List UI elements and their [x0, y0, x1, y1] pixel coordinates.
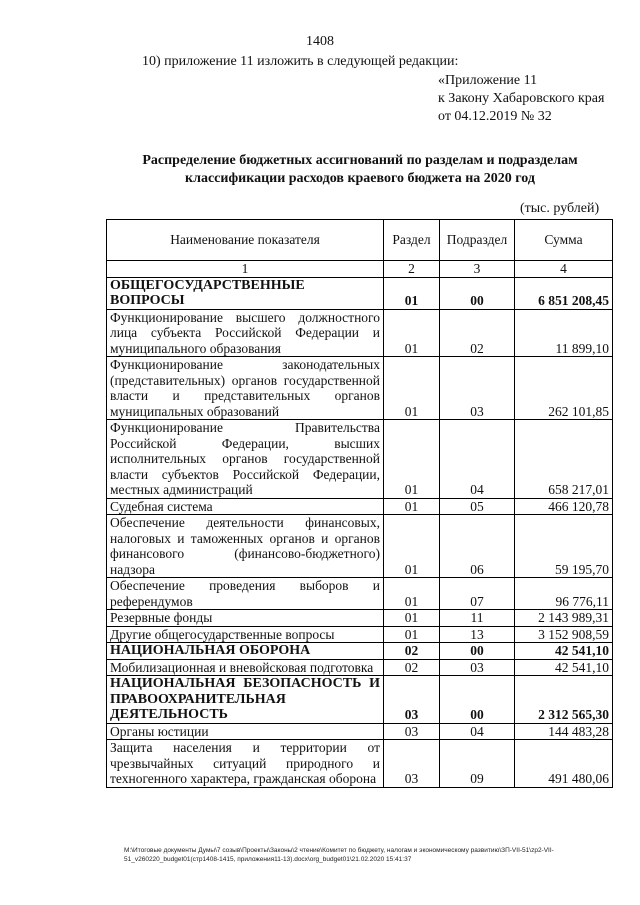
header-subsection: Подраздел	[440, 220, 515, 261]
file-path-footer: М:\Итоговые документы Думы\7 созыв\Проекты\Законы\2 чтение\Комитет по бюджету, налогам и экономическому развитию\ЗП-VII-51\zp2-VII-51_v260220_budget01(стр1408-1415, приложения11-13).docx\org_budget01\21.02.2020 15:41:37	[124, 847, 554, 863]
row-section: 02	[384, 643, 440, 660]
annex-line: от 04.12.2019 № 32	[438, 109, 552, 124]
table-row	[107, 420, 613, 499]
row-subsection: 07	[440, 578, 515, 610]
row-amount: 2 143 989,31	[515, 610, 613, 627]
row-section: 03	[384, 676, 440, 724]
units-label: (тыс. рублей)	[520, 201, 600, 216]
row-name: Функционирование высшего должностного лица субъекта Российской Федерации и муниципального образования	[107, 309, 384, 357]
row-name: НАЦИОНАЛЬНАЯ ОБОРОНА	[107, 643, 384, 660]
row-name: Функционирование Правительства Российской Федерации, высших исполнительных органов государственной власти субъектов Российской Федерации, местных администраций	[107, 420, 384, 499]
header-name: Наименование показателя	[107, 220, 384, 261]
row-subsection: 02	[440, 309, 515, 357]
row-section: 03	[384, 740, 440, 788]
row-section: 02	[384, 659, 440, 676]
row-section: 01	[384, 420, 440, 499]
document-title	[100, 152, 620, 188]
table-row	[107, 740, 613, 788]
row-subsection: 11	[440, 610, 515, 627]
table-row	[107, 610, 613, 627]
row-subsection: 06	[440, 515, 515, 578]
header-amount: Сумма	[515, 220, 613, 261]
column-number: 3	[440, 261, 515, 278]
table-row	[107, 515, 613, 578]
table-body	[107, 277, 613, 787]
column-number: 4	[515, 261, 613, 278]
row-name: Функционирование законодательных (представительных) органов государственной власти и представительных органов муниципальных образований	[107, 357, 384, 420]
row-name: Судебная система	[107, 498, 384, 515]
table-row	[107, 357, 613, 420]
row-section: 01	[384, 578, 440, 610]
row-subsection: 13	[440, 626, 515, 643]
row-amount: 3 152 908,59	[515, 626, 613, 643]
table-row	[107, 578, 613, 610]
table-row	[107, 309, 613, 357]
row-amount: 96 776,11	[515, 578, 613, 610]
annex-line: «Приложение 11	[438, 73, 538, 88]
table-row	[107, 626, 613, 643]
row-amount: 11 899,10	[515, 309, 613, 357]
row-name: Обеспечение деятельности финансовых, налоговых и таможенных органов и органов финансового (финансово-бюджетного) надзора	[107, 515, 384, 578]
row-amount: 42 541,10	[515, 659, 613, 676]
table-row	[107, 723, 613, 740]
row-subsection: 04	[440, 420, 515, 499]
row-amount: 59 195,70	[515, 515, 613, 578]
annex-reference	[438, 72, 604, 126]
row-subsection: 09	[440, 740, 515, 788]
row-section: 01	[384, 277, 440, 309]
row-amount: 466 120,78	[515, 498, 613, 515]
row-section: 01	[384, 309, 440, 357]
header-section: Раздел	[384, 220, 440, 261]
table-header-row	[107, 220, 613, 261]
row-amount: 144 483,28	[515, 723, 613, 740]
row-section: 01	[384, 626, 440, 643]
row-name: Другие общегосударственные вопросы	[107, 626, 384, 643]
row-name: Органы юстиции	[107, 723, 384, 740]
row-subsection: 00	[440, 676, 515, 724]
table-row	[107, 498, 613, 515]
row-section: 01	[384, 610, 440, 627]
intro-text: 10) приложение 11 изложить в следующей редакции:	[142, 54, 459, 69]
row-name: Защита населения и территории от чрезвычайных ситуаций природного и техногенного характера, гражданская оборона	[107, 740, 384, 788]
row-name: Резервные фонды	[107, 610, 384, 627]
page-number: 1408	[306, 34, 334, 49]
row-amount: 2 312 565,30	[515, 676, 613, 724]
row-name: Мобилизационная и вневойсковая подготовка	[107, 659, 384, 676]
row-subsection: 04	[440, 723, 515, 740]
row-section: 03	[384, 723, 440, 740]
row-subsection: 03	[440, 357, 515, 420]
title-line: Распределение бюджетных ассигнований по разделам и подразделам	[142, 153, 578, 168]
budget-table	[106, 219, 613, 788]
row-subsection: 00	[440, 277, 515, 309]
column-number: 1	[107, 261, 384, 278]
row-section: 01	[384, 515, 440, 578]
row-amount: 262 101,85	[515, 357, 613, 420]
row-amount: 491 480,06	[515, 740, 613, 788]
row-amount: 658 217,01	[515, 420, 613, 499]
table-row	[107, 659, 613, 676]
column-numbering-row	[107, 261, 613, 278]
table-row	[107, 676, 613, 724]
row-amount: 6 851 208,45	[515, 277, 613, 309]
row-name: НАЦИОНАЛЬНАЯ БЕЗОПАСНОСТЬ И ПРАВООХРАНИТЕЛЬНАЯ ДЕЯТЕЛЬНОСТЬ	[107, 676, 384, 724]
row-amount: 42 541,10	[515, 643, 613, 660]
row-name: ОБЩЕГОСУДАРСТВЕННЫЕ ВОПРОСЫ	[107, 277, 384, 309]
row-section: 01	[384, 357, 440, 420]
row-name: Обеспечение проведения выборов и референдумов	[107, 578, 384, 610]
row-subsection: 05	[440, 498, 515, 515]
row-section: 01	[384, 498, 440, 515]
title-line: классификации расходов краевого бюджета на 2020 год	[185, 171, 535, 186]
column-number: 2	[384, 261, 440, 278]
row-subsection: 03	[440, 659, 515, 676]
table-row	[107, 277, 613, 309]
row-subsection: 00	[440, 643, 515, 660]
annex-line: к Закону Хабаровского края	[438, 91, 605, 106]
table-row	[107, 643, 613, 660]
